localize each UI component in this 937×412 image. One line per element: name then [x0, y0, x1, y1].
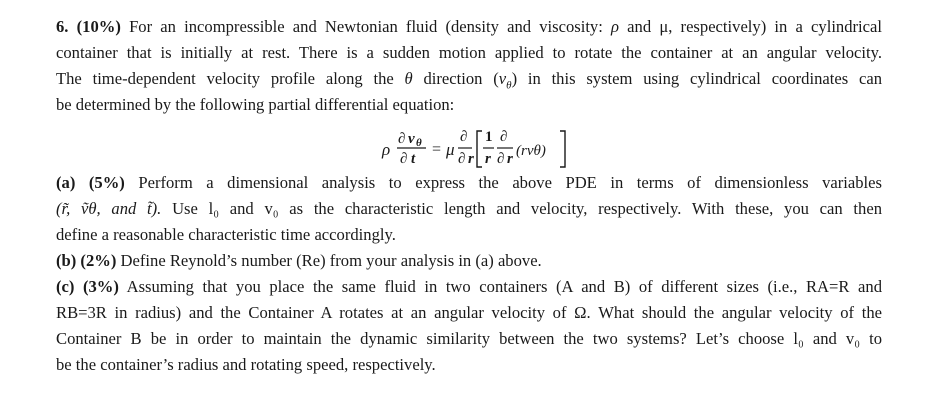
- eq-partial-outer-den: ∂: [458, 151, 466, 167]
- eq-term: (rvθ): [516, 143, 546, 159]
- eq-theta-sub: θ: [416, 137, 422, 149]
- problem-number: 6.: [56, 17, 69, 36]
- v-symbol: v: [498, 69, 507, 88]
- v-theta-subscript: θ: [506, 79, 512, 92]
- intro-line-1: [56, 16, 882, 38]
- part-a-line-2: [56, 198, 882, 220]
- theta-symbol: θ: [404, 69, 413, 88]
- intro-line-3: [56, 68, 882, 96]
- problem-weight: (10%): [76, 17, 121, 36]
- part-a-text-1: Perform a dimensional analysis to express the above PDE in terms of dimensionless variables: [138, 173, 882, 192]
- part-c-line-3: Container B be in order to maintain the dynamic similarity between the two systems? Let’s choose l₀ and v₀ to: [56, 329, 882, 348]
- rho-symbol: ρ: [611, 17, 619, 36]
- eq-r-outer-den: r: [468, 151, 474, 167]
- intro-line-3-a: The time-dependent velocity profile along the: [56, 69, 405, 88]
- intro-line-1-tail: and μ, respectively) in a cylindrical: [619, 17, 883, 36]
- part-a-line-1: [56, 172, 882, 194]
- eq-rho: ρ: [382, 140, 391, 159]
- intro-line-3-c: ) in this system using cylindrical coordinates can: [511, 69, 882, 88]
- eq-partial-den: ∂: [400, 151, 408, 167]
- part-c-line-1: [56, 276, 882, 298]
- eq-r-inner-den-2: r: [507, 151, 513, 167]
- part-a-variables: (r̃, ṽθ, and t̃).: [56, 199, 162, 218]
- part-b-line: [56, 250, 542, 272]
- part-b-text: Define Reynold’s number (Re) from your analysis in (a) above.: [120, 251, 542, 270]
- eq-r-inner-den: r: [485, 151, 491, 167]
- eq-mu: μ: [446, 140, 455, 159]
- eq-t-den: t: [411, 151, 416, 167]
- eq-left-bracket: [477, 131, 482, 167]
- part-c-line-4: be the container’s radius and rotating speed, respectively.: [56, 355, 436, 374]
- eq-equals: =: [432, 141, 442, 158]
- part-a-text-2: Use l₀ and v₀ as the characteristic length and velocity, respectively. With these, you can then: [161, 199, 883, 218]
- eq-right-bracket: [560, 131, 565, 167]
- eq-v-num: v: [408, 131, 415, 147]
- eq-partial-inner-num: ∂: [500, 129, 508, 145]
- eq-partial-inner-den: ∂: [497, 151, 505, 167]
- intro-line-1-text: For an incompressible and Newtonian fluid (density and viscosity:: [129, 17, 612, 36]
- eq-one: 1: [485, 129, 493, 145]
- intro-line-2: container that is initially at rest. There is a sudden motion applied to rotate the container at an angular velocity.: [56, 43, 882, 62]
- intro-line-4: be determined by the following partial differential equation:: [56, 95, 455, 114]
- part-b-label: (b) (2%): [56, 251, 117, 270]
- part-c-line-2: RB=3R in radius) and the Container A rotates at an angular velocity of Ω. What should the angular velocity of the: [56, 303, 882, 322]
- part-a-label: (a) (5%): [56, 173, 125, 192]
- part-c-text-1: Assuming that you place the same fluid in two containers (A and B) of different sizes (i.e., RA=R and: [126, 277, 882, 296]
- eq-partial-num: ∂: [398, 131, 406, 147]
- intro-line-3-b: direction (: [412, 69, 499, 88]
- part-c-label: (c) (3%): [56, 277, 119, 296]
- eq-partial-outer-num: ∂: [460, 129, 468, 145]
- part-a-line-3: define a reasonable characteristic time accordingly.: [56, 225, 396, 244]
- pde-equation: [376, 125, 636, 173]
